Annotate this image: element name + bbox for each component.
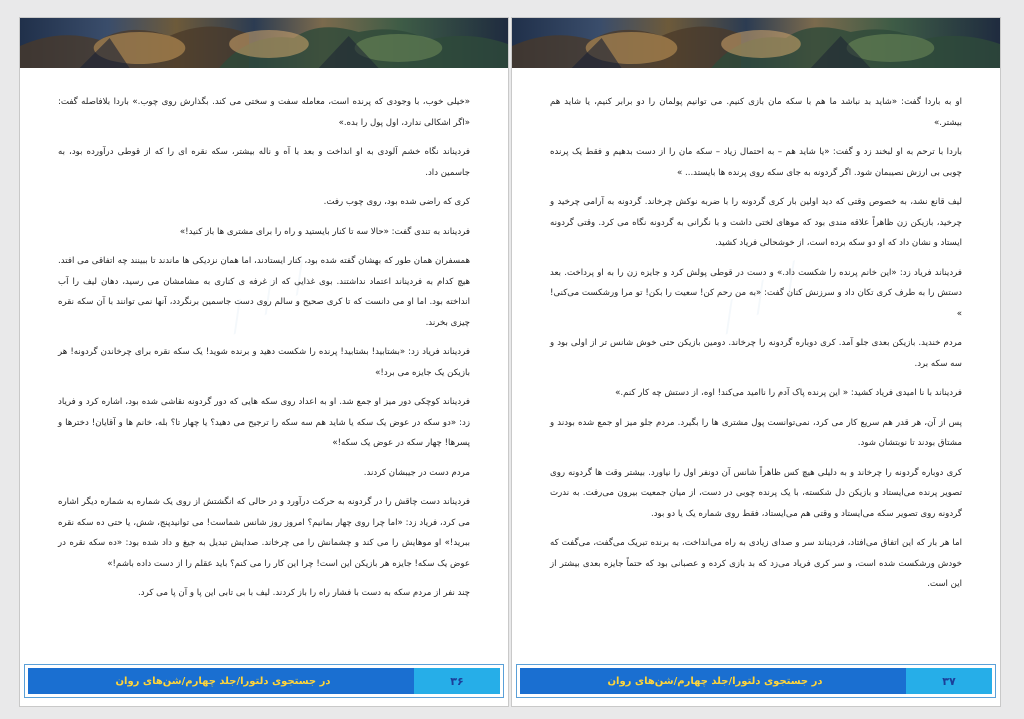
header-banner-image [512, 18, 1000, 68]
paragraph: فردیناند به تندی گفت: «حالا سه تا کنار بایستید و راه را برای مشتری ها باز کنید!» [179, 226, 470, 237]
banner-art-icon [512, 18, 1000, 68]
watermark: ⟋ ⟋ ⟋ [216, 255, 322, 343]
page-footer [24, 664, 504, 698]
paragraph: فردیناند نگاه خشم آلودی به او انداخت و بعد با آه و ناله بیشتر، سکه نقره ای را که از قوطی درآورده بود، به جاسمین داد. [58, 147, 470, 178]
banner-art-icon [20, 18, 508, 68]
paragraph: چند نفر از مردم سکه به دست با فشار راه را باز کردند. لیف با بی تابی این پا و آن پا می کرد. [138, 588, 470, 598]
paragraph: «خیلی خوب، با وجودی که پرنده است، معامله سفت و سختی می کند. بگذارش روی چوب.» باردا بلافاصله گفت: «اگر اشکالی ندارد، اول پول را بده.» [58, 97, 470, 128]
paragraph: مردم خندید. بازیکن بعدی جلو آمد. کری دوباره گردونه را چرخاند. دومین بازیکن حتی خوش شانس تر از اولی بود و سه سکه برد. [550, 338, 962, 369]
paragraph: لیف قانع نشد، به خصوص وقتی که دید اولین بار کری گردونه را با ضربه نوکش چرخاند. گردونه به آرامی چرخید و چرخید، بازیکن زن ظاهراً علاقه مندی بود که موهای لختی داشت و با نگرانی به گردونه نگاه می کرد. وقتی گردونه ایستاد و نشان داد که او دو سکه برده است، از خوشحالی فریاد کشید. [550, 197, 962, 248]
paragraph: اما هر بار که این اتفاق می‌افتاد، فردیناند سر و صدای زیادی به راه می‌انداخت، به برنده تبریک می‌گفت، می‌گفت که خودش ورشکست شده است، و سر کری فریاد می‌زد که بد بازی کرده و عصبانی بود که حتماً جایزه بعدی بیشتر از این است. [550, 538, 962, 589]
page-right [511, 17, 1001, 707]
paragraph: فردیناند فریاد زد: «این خانم پرنده را شکست داد.» و دست در قوطی پولش کرد و جایزه زن را به او پرداخت. بعد دستش را به طرف کری تکان داد و سرزنش کنان گفت: «به من رحم کن! سعیت را بکن! تو مرا ورشکست می‌کنی! » [550, 267, 962, 319]
footer-book-title: در جستجوی دلتورا/جلد چهارم/شن‌های روان [520, 668, 910, 694]
page-text [58, 92, 470, 613]
page-number: ۳۷ [906, 668, 992, 694]
paragraph: باردا با ترحم به او لبخند زد و گفت: «یا شاید هم – به احتمال زیاد – سکه مان را از دست بدهیم و فقط یک پرنده چوبی بی ارزش نصیبمان شود. اگر گردونه به جای سکه روی پرنده ها بایستد... » [550, 147, 962, 178]
page-number: ۳۶ [414, 668, 500, 694]
page-footer [516, 664, 996, 698]
page-left [19, 17, 509, 707]
paragraph: فردیناند کوچکی دور میز او جمع شد. او به اعداد روی سکه هایی که دور گردونه نقاشی شده بود، اشاره کرد و فریاد زد: «دو سکه در عوض یک سکه یا شاید هم سه سکه را ترجیح می دهید؟ یا چهار تا؟ بله، خانم ها و آقایان! دخترها و پسرها! چهار سکه در عوض یک سکه!» [58, 397, 470, 448]
paragraph: فردیناند فریاد زد: «بشتابید! بشتابید! پرنده را شکست دهید و برنده شوید! یک سکه نقره برای چرخاندن گردونه! هر بازیکن یک جایزه می برد!» [58, 347, 470, 378]
paragraph: کری دوباره گردونه را چرخاند و به دلیلی هیچ کس ظاهراً شانس آن دونفر اول را نیاورد. بیشتر وقت ها گردونه روی تصویر پرنده می‌ایستاد و بازیکن دل شکسته، با یک پرنده چوبی در دست، از میان جمعیت بیرون می‌رفت. به ندرت گردونه روی تصویر سکه می‌ایستاد و وقتی هم می‌ایستاد، فقط روی شماره یک یا دو بود. [550, 467, 962, 519]
footer-book-title: در جستجوی دلتورا/جلد چهارم/شن‌های روان [28, 668, 418, 694]
paragraph: مردم دست در جیبشان کردند. [363, 467, 470, 478]
watermark: ⟋ ⟋ ⟋ [708, 255, 814, 343]
paragraph: او به باردا گفت: «شاید بد نباشد ما هم با سکه مان بازی کنیم. می توانیم پولمان را دو برابر کنیم، یا شاید هم بیشتر.» [550, 97, 962, 128]
paragraph: کری که راضی شده بود، روی چوب رفت. [323, 197, 470, 207]
paragraph: فردیناند دست چاقش را در گردونه به حرکت درآورد و در حالی که انگشتش از روی یک شماره به شماره دیگر اشاره می کرد، فریاد زد: «اما چرا روی چهار بمانیم؟ امروز روز شانس شماست! می توانیدپنج، شش، یا حتی ده سکه نقره ببرید!» او موهایش را می کند و چشمانش را می چرخاند. صدایش تبدیل به جیغ و داد شده بود: «ده سکه نقره در عوض یک سکه! جایزه هر بازیکن این است! چرا این کار را می کنم؟ باید عقلم را از دست داده باشم!» [58, 497, 470, 569]
paragraph: همسفران همان طور که بهشان گفته شده بود، کنار ایستادند، اما همان نزدیکی ها ماندند تا ببینند چه اتفاقی می افتد. هیچ کدام به فردیناند اعتماد نداشتند. بوی غذایی که از غرفه ی کناری به مشامشان می رسید، دهان لیف را آب انداخته بود. اما او می دانست که تا کری صحیح و سالم روی دست جاسمین برنگردد، آنها نمی توانند با آن سکه نقره چیزی بخرند. [58, 256, 470, 328]
header-banner-image [20, 18, 508, 68]
paragraph: فردیناند با نا امیدی فریاد کشید: « این پرنده پاک آدم را ناامید می‌کند! اوه، از دستش چه کار کنم.» [615, 388, 962, 398]
paragraph: پس از آن، هر قدر هم سریع کار می کرد، نمی‌توانست پول مشتری ها را بگیرد. مردم جلو میز او جمع شده بودند و مشتاق بودند تا نوبتشان شود. [550, 417, 962, 448]
page-text [550, 92, 962, 604]
